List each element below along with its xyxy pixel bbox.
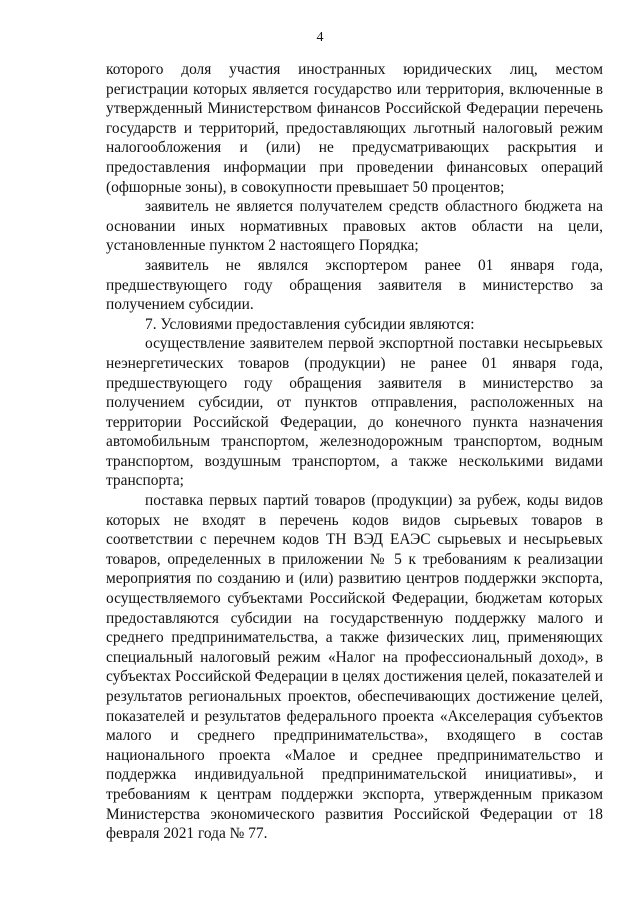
page-number: 4: [316, 30, 324, 45]
paragraph-not-exporter-before: заявитель не являлся экспортером ранее 01 января года, предшествующего году обращения заявителя в министерство за получением субсидии.: [106, 256, 603, 314]
document-body: [106, 60, 603, 844]
paragraph-section-7-heading: 7. Условиями предоставления субсидии являются:: [145, 315, 475, 333]
paragraph-not-budget-recipient: заявитель не является получателем средств областного бюджета на основании иных нормативных правовых актов области на цели, установленные пунктом 2 настоящего Порядка;: [106, 198, 603, 255]
paragraph-first-export-delivery: осуществление заявителем первой экспортной поставки несырьевых неэнергетических товаров (продукции) не ранее 01 января года, предшествующего году обращения заявителя в министерство за получением субсидии, от пунктов отправления, расположенных на территории Российской Федерации, до конечного пункта назначения автомобильным транспортом, железнодорожным транспортом, водным транспортом, воздушным транспортом, а также несколькими видами транспорта;: [106, 335, 603, 490]
paragraph-offshore-share: которого доля участия иностранных юридических лиц, местом регистрации которых является государство или территория, включенные в утвержденный Министерством финансов Российской Федерации перечень государств и территорий, предоставляющих льготный налоговый режим налогообложения и (или) не предусматривающих раскрытия и предоставления информации при проведении финансовых операций (офшорные зоны), в совокупности превышает 50 процентов;: [106, 61, 603, 196]
paragraph-first-batches-abroad: поставка первых партий товаров (продукции) за рубеж, коды видов которых не входят в перечень кодов видов сырьевых товаров в соответствии с перечнем кодов ТН ВЭД ЕАЭС сырьевых и несырьевых товаров, определенных в приложении № 5 к требованиям к реализации мероприятия по созданию и (или) развитию центров поддержки экспорта, осуществляемого субъектами Российской Федерации, бюджетам которых предоставляются субсидии на государственную поддержку малого и среднего предпринимательства, а также физических лиц, применяющих специальный налоговый режим «Налог на профессиональный доход», в субъектах Российской Федерации в целях достижения целей, показателей и результатов региональных проектов, обеспечивающих достижение целей, показателей и результатов федерального проекта «Акселерация субъектов малого и среднего предпринимательства», входящего в состав национального проекта «Малое и среднее предпринимательство и поддержка индивидуальной предпринимательской инициативы», и требованиям к центрам поддержки экспорта, утвержденным приказом Министерства экономического развития Российской Федерации от 18 февраля 2021 года № 77.: [106, 492, 603, 843]
